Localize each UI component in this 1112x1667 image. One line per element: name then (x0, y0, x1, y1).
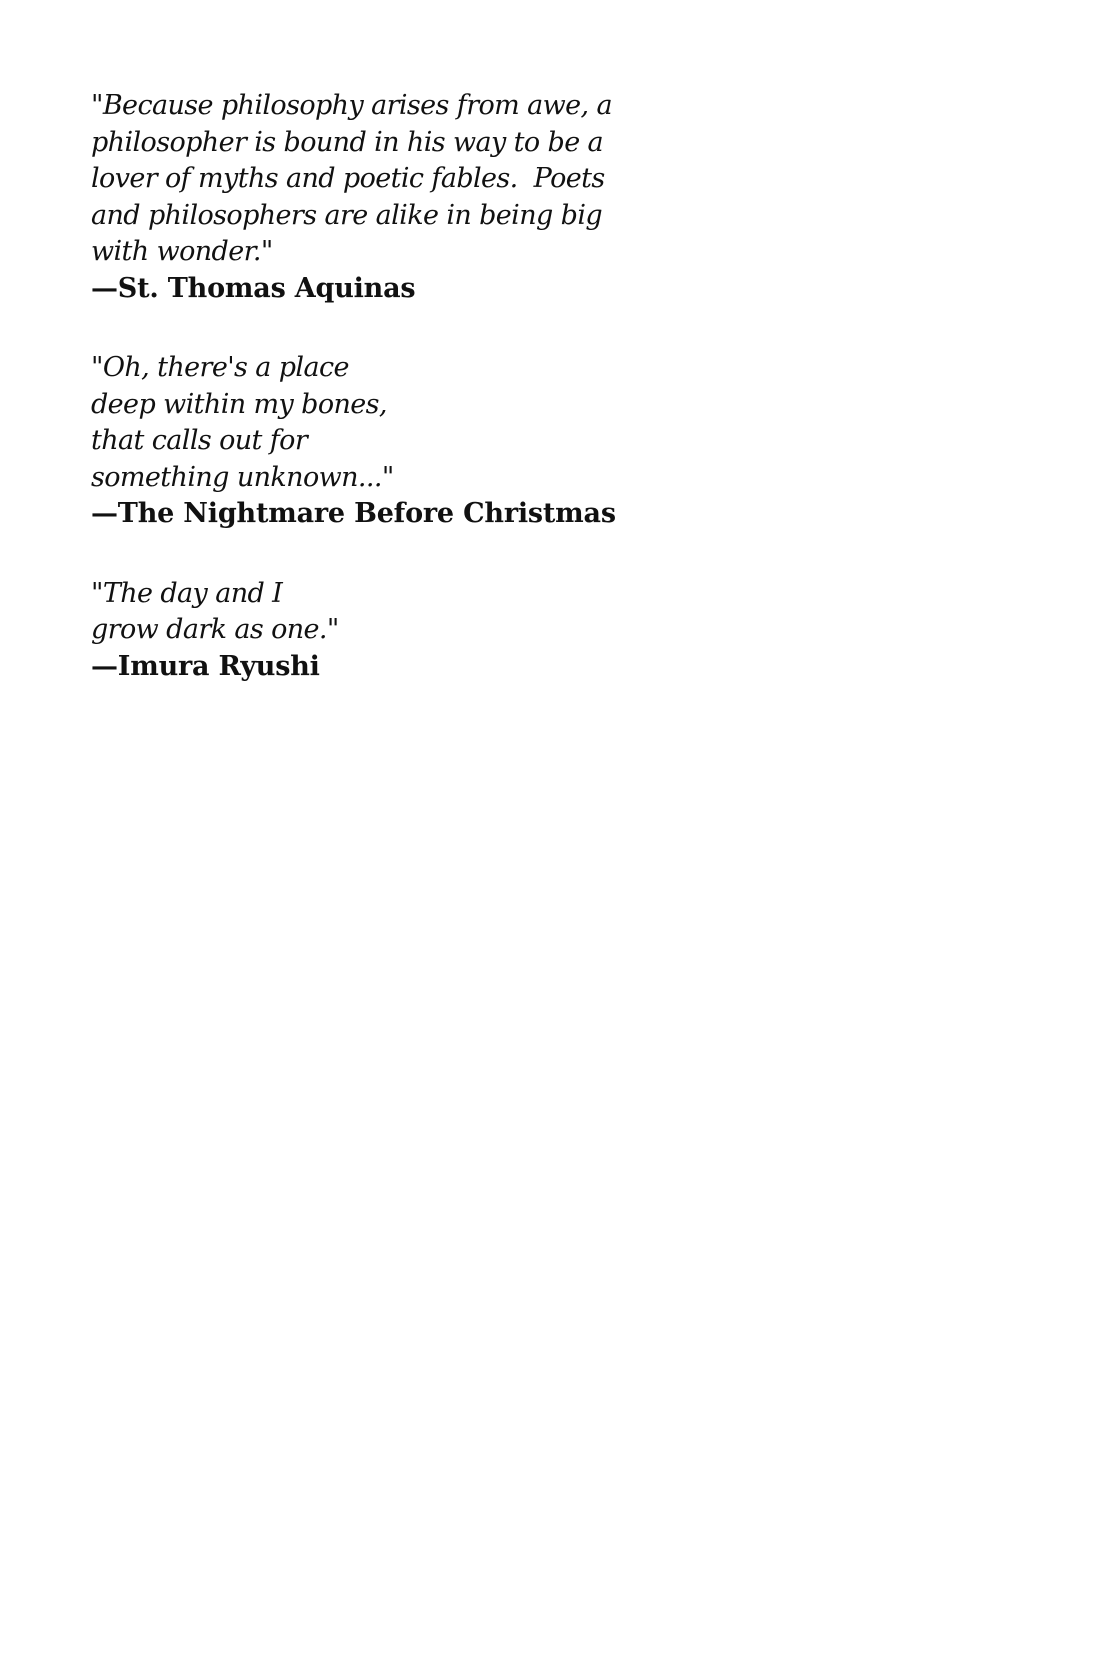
quote-line: with wonder." (91, 236, 273, 267)
quote-line: grow dark as one." (91, 614, 339, 645)
quote-block-nightmare-before-christmas (91, 350, 711, 533)
quote-block-aquinas (91, 88, 711, 307)
quote-line: that calls out for (91, 425, 308, 456)
quote-line: "Oh, there's a place (91, 352, 349, 383)
quote-line: "Because philosophy arises from awe, a (91, 90, 612, 121)
quote-line: "The day and I (91, 577, 283, 609)
quote-attribution: —The Nightmare Before Christmas (91, 498, 616, 529)
quote-line: philosopher is bound in his way to be a (91, 126, 604, 158)
quote-line: something unknown..." (91, 461, 394, 493)
quote-line: lover of myths and poetic fables. Poets (91, 163, 605, 194)
quote-line: deep within my bones, (91, 388, 387, 420)
quote-attribution: —St. Thomas Aquinas (91, 272, 416, 304)
quote-line: and philosophers are alike in being big (91, 199, 603, 231)
quote-block-imura-ryushi (91, 576, 711, 686)
quote-attribution: —Imura Ryushi (91, 650, 320, 682)
document-page (91, 88, 711, 728)
